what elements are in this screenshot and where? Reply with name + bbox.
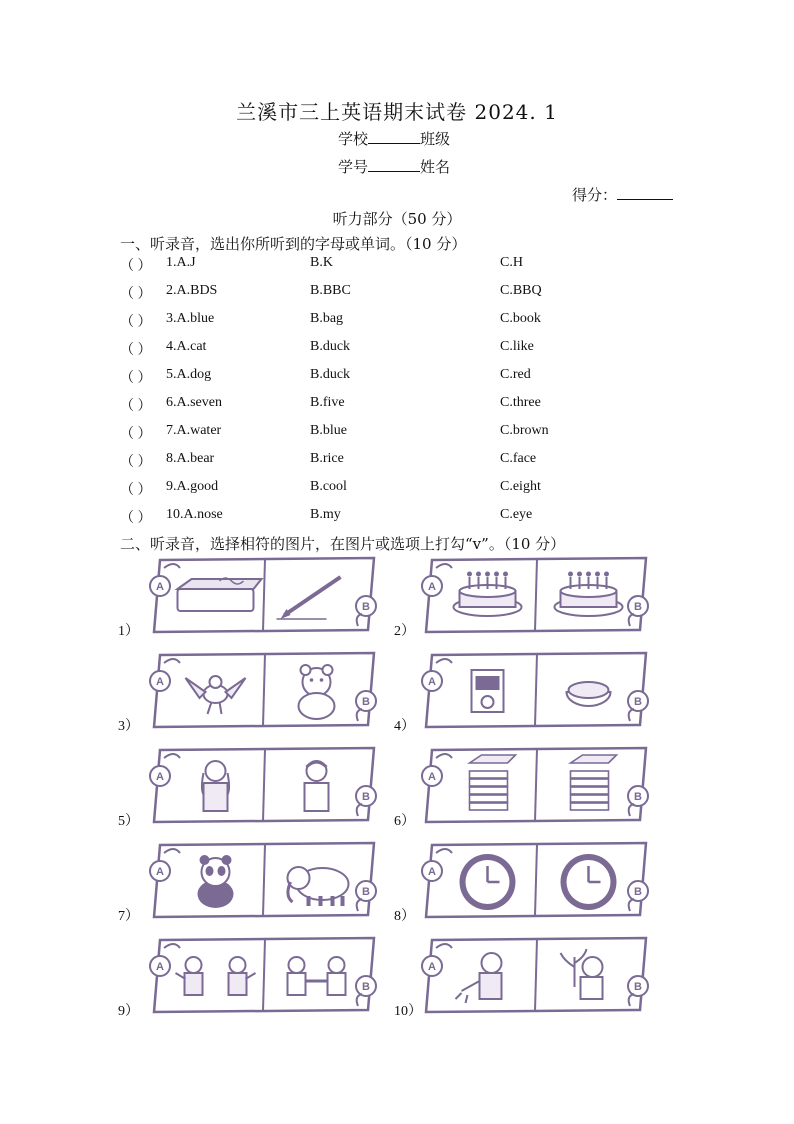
question-row xyxy=(120,283,640,303)
school-blank[interactable] xyxy=(368,131,420,144)
option-a[interactable]: 4.A.cat xyxy=(166,339,207,354)
school-class-line xyxy=(338,128,450,149)
answer-paren[interactable]: （ ） xyxy=(120,511,152,526)
part1-title: 一、听录音，选出你所听到的字母或单词。（10 分） xyxy=(120,235,467,253)
option-c[interactable]: C.like xyxy=(500,339,534,354)
id-blank[interactable] xyxy=(368,159,420,172)
picture-card xyxy=(150,841,380,919)
option-b[interactable]: B.duck xyxy=(310,367,351,382)
option-b-letter: B xyxy=(634,886,642,898)
option-a[interactable]: 5.A.dog xyxy=(166,367,212,382)
picture-question-label: 7） xyxy=(118,909,139,924)
picture-question-label: 1） xyxy=(118,624,139,639)
question-row xyxy=(120,339,640,359)
rice-bowl-icon[interactable] xyxy=(567,682,611,706)
question-row xyxy=(120,311,640,331)
option-a-letter: A xyxy=(156,581,164,593)
picture-question-label: 6） xyxy=(394,814,415,829)
option-a[interactable]: 2.A.BDS xyxy=(166,283,218,298)
option-a[interactable]: 6.A.seven xyxy=(166,395,222,410)
option-b-letter: B xyxy=(634,791,642,803)
option-b[interactable]: B.rice xyxy=(310,451,344,466)
name-label: 姓名 xyxy=(420,158,451,176)
picture-card xyxy=(150,556,380,634)
option-a-letter: A xyxy=(428,771,436,783)
picture-question-label: 4） xyxy=(394,719,415,734)
option-a-letter: A xyxy=(156,961,164,973)
option-c[interactable]: C.brown xyxy=(500,423,549,438)
option-a[interactable]: 1.A.J xyxy=(166,255,196,270)
option-b[interactable]: B.my xyxy=(310,507,341,522)
page-title: 兰溪市三上英语期末试卷 2024. 1 xyxy=(236,100,558,124)
id-label: 学号 xyxy=(338,158,369,176)
option-c[interactable]: C.face xyxy=(500,451,537,466)
option-c[interactable]: C.three xyxy=(500,395,541,410)
answer-paren[interactable]: （ ） xyxy=(120,371,152,386)
clock-icon[interactable] xyxy=(460,854,516,910)
question-row xyxy=(120,395,640,415)
part2-title: 二、听录音，选择相符的图片，在图片或选项上打勾“v”。（10 分） xyxy=(120,535,566,553)
answer-paren[interactable]: （ ） xyxy=(120,343,152,358)
answer-paren[interactable]: （ ） xyxy=(120,483,152,498)
option-a[interactable]: 7.A.water xyxy=(166,423,222,438)
picture-question-label: 9） xyxy=(118,1004,139,1019)
option-c[interactable]: C.H xyxy=(500,255,523,270)
answer-paren[interactable]: （ ） xyxy=(120,399,152,414)
option-a-letter: A xyxy=(428,581,436,593)
id-name-line xyxy=(338,156,450,177)
boy-icon[interactable] xyxy=(305,761,329,811)
picture-card xyxy=(422,651,652,729)
answer-paren[interactable]: （ ） xyxy=(120,287,152,302)
option-c[interactable]: C.book xyxy=(500,311,541,326)
option-c[interactable]: C.eight xyxy=(500,479,541,494)
picture-card xyxy=(422,556,652,634)
question-row xyxy=(120,479,640,499)
option-b[interactable]: B.K xyxy=(310,255,333,270)
option-b-letter: B xyxy=(634,696,642,708)
option-a-letter: A xyxy=(156,771,164,783)
picture-question-label: 8） xyxy=(394,909,415,924)
score-label: 得分： xyxy=(572,186,618,204)
option-a-letter: A xyxy=(428,866,436,878)
option-b-letter: B xyxy=(362,601,370,613)
question-row xyxy=(120,451,640,471)
listening-heading: 听力部分（50 分） xyxy=(332,210,462,228)
school-label: 学校 xyxy=(338,130,369,148)
score-blank[interactable] xyxy=(617,187,673,200)
question-row xyxy=(120,423,640,443)
option-a[interactable]: 10.A.nose xyxy=(166,507,223,522)
option-a-letter: A xyxy=(428,961,436,973)
picture-question-label: 2） xyxy=(394,624,415,639)
option-b-letter: B xyxy=(634,601,642,613)
clock-icon[interactable] xyxy=(561,854,617,910)
option-a[interactable]: 3.A.blue xyxy=(166,311,215,326)
option-a-letter: A xyxy=(156,866,164,878)
question-row xyxy=(120,507,640,527)
picture-question-label: 5） xyxy=(118,814,139,829)
question-row xyxy=(120,367,640,387)
picture-card xyxy=(150,746,380,824)
picture-card xyxy=(150,936,380,1014)
score-line xyxy=(572,184,673,205)
answer-paren[interactable]: （ ） xyxy=(120,315,152,330)
answer-paren[interactable]: （ ） xyxy=(120,427,152,442)
option-b[interactable]: B.duck xyxy=(310,339,351,354)
picture-card xyxy=(422,936,652,1014)
girl-icon[interactable] xyxy=(202,761,229,811)
option-a[interactable]: 8.A.bear xyxy=(166,451,215,466)
picture-card xyxy=(150,651,380,729)
option-a-letter: A xyxy=(156,676,164,688)
option-b[interactable]: B.bag xyxy=(310,311,344,326)
pencil-box-icon[interactable] xyxy=(178,578,262,611)
class-label: 班级 xyxy=(420,130,451,148)
answer-paren[interactable]: （ ） xyxy=(120,259,152,274)
option-b[interactable]: B.BBC xyxy=(310,283,351,298)
picture-question-label: 10） xyxy=(394,1004,422,1019)
picture-card xyxy=(422,841,652,919)
juice-box-icon[interactable] xyxy=(472,670,504,712)
option-b-letter: B xyxy=(362,696,370,708)
question-row xyxy=(120,255,640,275)
option-b-letter: B xyxy=(362,791,370,803)
option-b-letter: B xyxy=(362,981,370,993)
picture-card xyxy=(422,746,652,824)
option-b[interactable]: B.blue xyxy=(310,423,347,438)
option-c[interactable]: C.red xyxy=(500,367,531,382)
option-b[interactable]: B.cool xyxy=(310,479,347,494)
answer-paren[interactable]: （ ） xyxy=(120,455,152,470)
option-b-letter: B xyxy=(634,981,642,993)
option-b-letter: B xyxy=(362,886,370,898)
option-a[interactable]: 9.A.good xyxy=(166,479,219,494)
option-a-letter: A xyxy=(428,676,436,688)
picture-question-label: 3） xyxy=(118,719,139,734)
option-b[interactable]: B.five xyxy=(310,395,345,410)
option-c[interactable]: C.BBQ xyxy=(500,283,542,298)
option-c[interactable]: C.eye xyxy=(500,507,533,522)
